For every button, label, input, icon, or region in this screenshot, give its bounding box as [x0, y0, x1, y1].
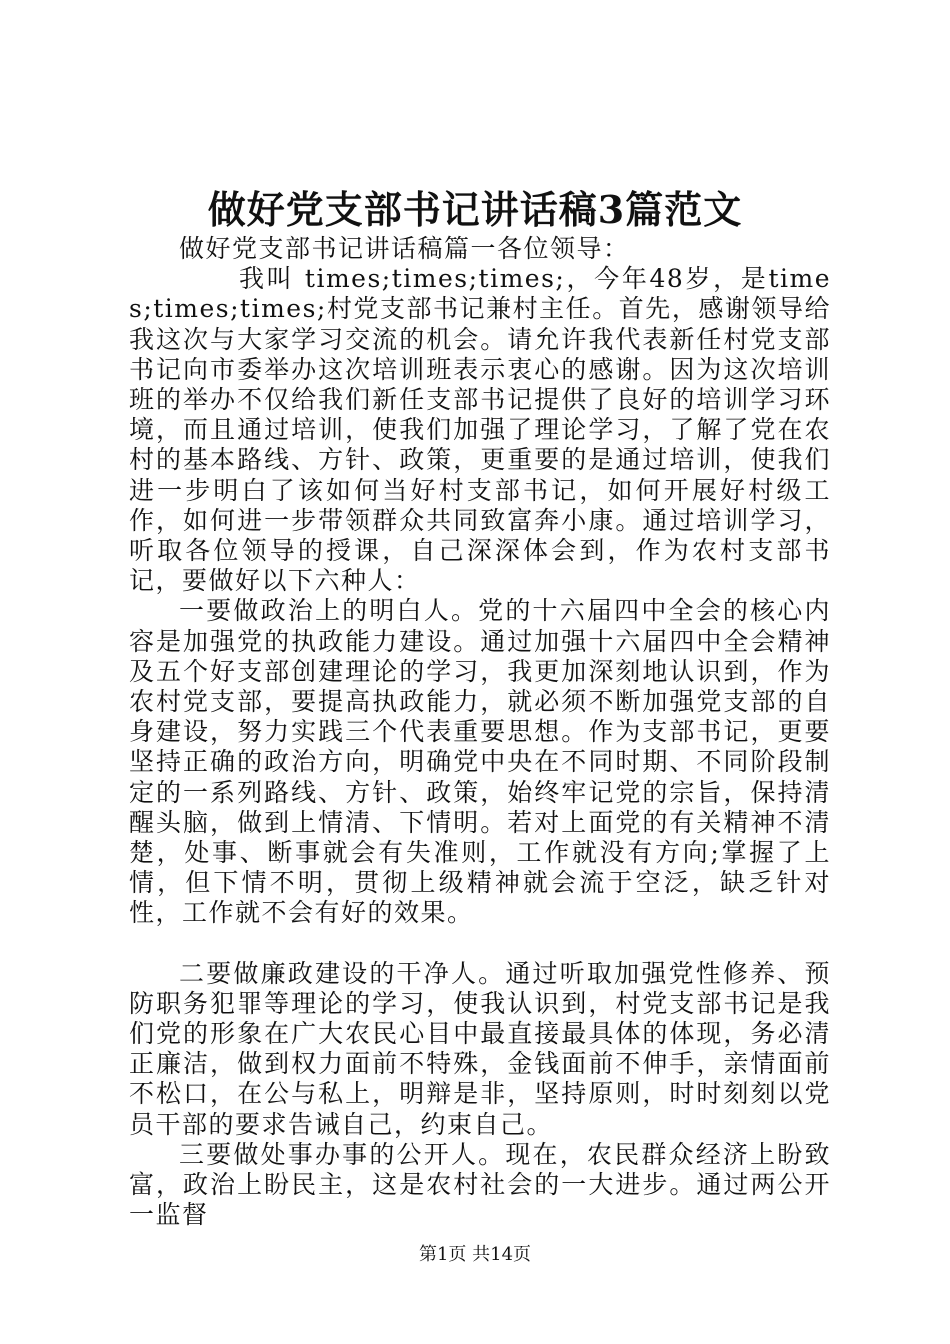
- document-body: [129, 234, 831, 1231]
- paragraph-point-one: 一要做政治上的明白人。党的十六届四中全会的核心内容是加强党的执政能力建设。通过加强十六届四中全会精神及五个好支部创建理论的学习，我更加深刻地认识到，作为农村党支部，要提高执政能力，就必须不断加强党支部的自身建设，努力实践三个代表重要思想。作为支部书记，更要坚持正确的政治方向，明确党中央在不同时期、不同阶段制定的一系列路线、方针、政策，始终牢记党的宗旨，保持清醒头脑，做到上情清、下情明。若对上面党的有关精神不清楚，处事、断事就会有失准则，工作就没有方向;掌握了上情，但下情不明，贯彻上级精神就会流于空泛，缺乏针对性，工作就不会有好的效果。: [129, 596, 831, 928]
- paragraph-point-three: 三要做处事办事的公开人。现在，农民群众经济上盼致富，政治上盼民主，这是农村社会的一大进步。通过两公开一监督: [129, 1139, 831, 1230]
- paragraph-self-introduction: 我叫 times;times;times;，今年48岁，是times;times;times;村党支部书记兼村主任。首先，感谢领导给我这次与大家学习交流的机会。请允许我代表新任村党支部书记向市委举办这次培训班表示衷心的感谢。因为这次培训班的举办不仅给我们新任支部书记提供了良好的培训学习环境，而且通过培训，使我们加强了理论学习，了解了党在农村的基本路线、方针、政策，更重要的是通过培训，使我们进一步明白了该如何当好村支部书记，如何开展好村级工作，如何进一步带领群众共同致富奔小康。通过培训学习，听取各位领导的授课，自己深深体会到，作为农村支部书记，要做好以下六种人：: [129, 264, 831, 596]
- paragraph-point-two: 二要做廉政建设的干净人。通过听取加强党性修养、预防职务犯罪等理论的学习，使我认识到，村党支部书记是我们党的形象在广大农民心目中最直接最具体的体现，务必清正廉洁，做到权力面前不特殊，金钱面前不伸手，亲情面前不松口，在公与私上，明辩是非，坚持原则，时时刻刻以党员干部的要求告诫自己，约束自己。: [129, 958, 831, 1139]
- document-title: 做好党支部书记讲话稿3篇范文: [207, 187, 743, 232]
- page-number-footer: 第1页 共14页: [418, 1244, 532, 1265]
- paragraph-intro: 做好党支部书记讲话稿篇一各位领导：: [179, 234, 630, 263]
